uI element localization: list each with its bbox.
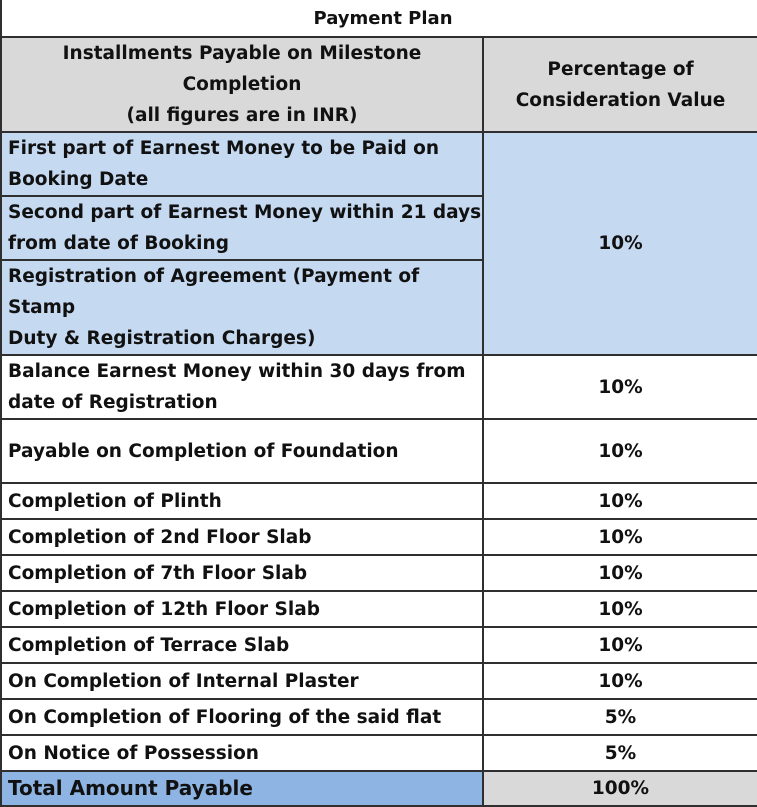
percentage-cell: 10%	[483, 663, 757, 699]
table-row	[1, 483, 757, 519]
earnest-percentage: 10%	[483, 132, 757, 355]
percentage-cell: 10%	[483, 519, 757, 555]
total-percentage: 100%	[483, 771, 757, 806]
milestone-label	[1, 355, 483, 419]
percentage-cell: 10%	[483, 483, 757, 519]
label-line: Booking Date	[8, 169, 149, 190]
percentage-cell: 10%	[483, 627, 757, 663]
label-line: Registration of Agreement (Payment of Stamp	[8, 266, 420, 318]
header-percentage	[483, 37, 757, 132]
milestone-label: Completion of Plinth	[1, 483, 483, 519]
percentage-cell: 10%	[483, 419, 757, 483]
table-row	[1, 555, 757, 591]
table-row	[1, 699, 757, 735]
percentage-cell: 5%	[483, 699, 757, 735]
milestone-label: Completion of 7th Floor Slab	[1, 555, 483, 591]
milestone-label: Payable on Completion of Foundation	[1, 419, 483, 483]
table-row	[1, 132, 757, 196]
milestone-label	[1, 260, 483, 355]
table-row	[1, 355, 757, 419]
header-milestone	[1, 37, 483, 132]
label-line: Second part of Earnest Money within 21 days	[8, 202, 482, 223]
label-line: from date of Booking	[8, 233, 229, 254]
percentage-cell: 10%	[483, 555, 757, 591]
header-percentage-line1: Percentage of	[547, 58, 694, 80]
table-row	[1, 591, 757, 627]
total-row	[1, 771, 757, 806]
label-line: Balance Earnest Money within 30 days from	[8, 361, 466, 382]
milestone-label: Completion of 12th Floor Slab	[1, 591, 483, 627]
total-label: Total Amount Payable	[1, 771, 483, 806]
label-line: Duty & Registration Charges)	[8, 328, 316, 349]
title-row	[1, 0, 757, 37]
table-row	[1, 419, 757, 483]
milestone-label	[1, 132, 483, 196]
table-row	[1, 519, 757, 555]
percentage-cell: 10%	[483, 591, 757, 627]
milestone-label: On Completion of Flooring of the said flat	[1, 699, 483, 735]
label-line: First part of Earnest Money to be Paid on	[8, 138, 440, 159]
table-row	[1, 663, 757, 699]
milestone-label: On Notice of Possession	[1, 735, 483, 771]
header-percentage-line2: Consideration Value	[515, 89, 726, 111]
label-line: date of Registration	[8, 392, 218, 413]
milestone-label: Completion of Terrace Slab	[1, 627, 483, 663]
table-row	[1, 627, 757, 663]
header-milestone-line2: (all figures are in INR)	[126, 105, 358, 126]
table-title: Payment Plan	[1, 0, 757, 37]
milestone-label: Completion of 2nd Floor Slab	[1, 519, 483, 555]
header-row	[1, 37, 757, 132]
percentage-cell: 5%	[483, 735, 757, 771]
percentage-cell: 10%	[483, 355, 757, 419]
header-milestone-line1: Installments Payable on Milestone Completion	[62, 43, 422, 95]
milestone-label: On Completion of Internal Plaster	[1, 663, 483, 699]
table-row	[1, 735, 757, 771]
milestone-label	[1, 196, 483, 260]
